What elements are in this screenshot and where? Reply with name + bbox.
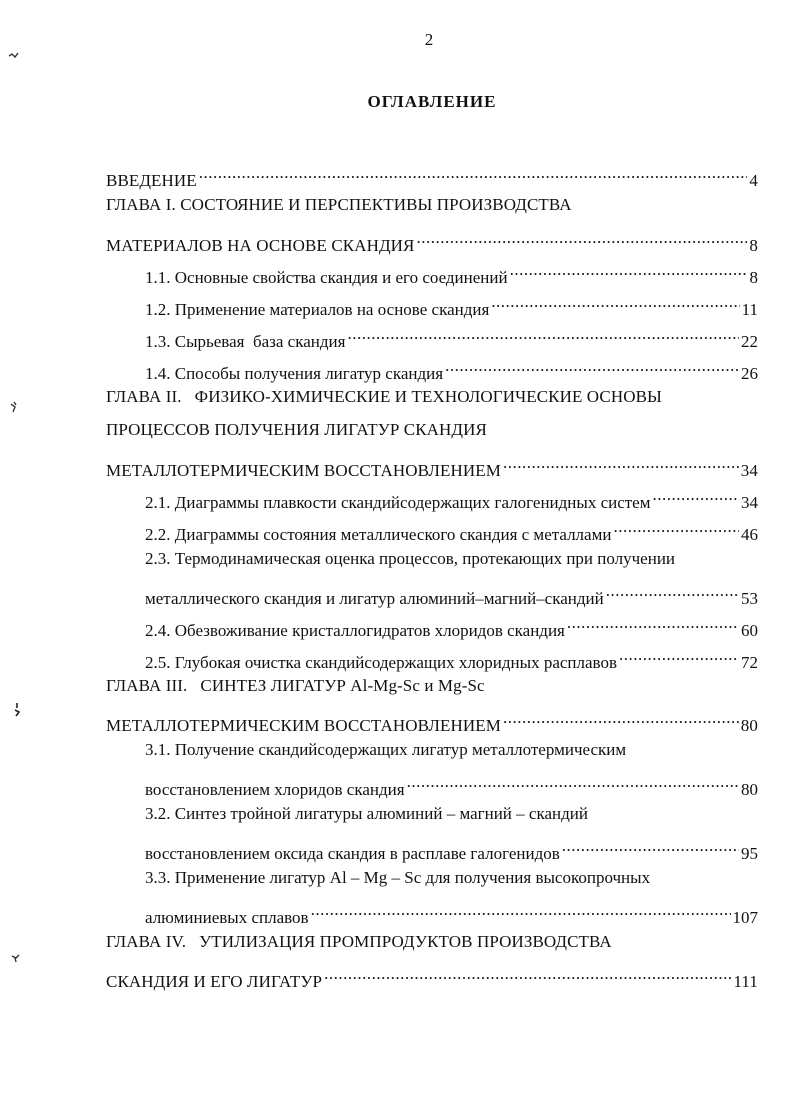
- toc-section-1-4[interactable]: [145, 353, 758, 383]
- dot-leader: [407, 769, 739, 795]
- toc-entry-text: алюминиевых сплавов: [145, 908, 309, 927]
- dot-leader: [445, 353, 739, 379]
- toc-section-2-3[interactable]: [145, 578, 758, 608]
- dot-leader: [416, 225, 747, 251]
- dot-leader: [324, 961, 731, 987]
- toc-section-3-2[interactable]: [145, 833, 758, 863]
- toc-page-number: 4: [749, 171, 758, 190]
- toc-chapter-1-title[interactable]: ГЛАВА I. СОСТОЯНИЕ И ПЕРСПЕКТИВЫ ПРОИЗВОДСТВА: [106, 195, 572, 214]
- toc-entry-text: МАТЕРИАЛОВ НА ОСНОВЕ СКАНДИЯ: [106, 236, 415, 255]
- toc-entry-text: 1.3. Сырьевая база скандия: [145, 332, 346, 351]
- toc-section-2-5[interactable]: [145, 642, 758, 672]
- toc-section-3-2-line-1[interactable]: 3.2. Синтез тройной лигатуры алюминий – магний – скандий: [145, 804, 588, 823]
- toc-page-number: 8: [749, 236, 758, 255]
- toc-entry-text: ВВЕДЕНИЕ: [106, 171, 197, 190]
- toc-section-2-4[interactable]: [145, 610, 758, 640]
- toc-page-number: 34: [741, 493, 758, 512]
- toc-page-number: 34: [740, 461, 758, 480]
- toc-page-number: 80: [741, 780, 758, 799]
- scan-speck-icon: [10, 952, 22, 964]
- toc-page-number: 72: [741, 653, 758, 672]
- toc-chapter-4-title[interactable]: ГЛАВА IV. УТИЛИЗАЦИЯ ПРОМПРОДУКТОВ ПРОИЗВОДСТВА: [106, 932, 612, 951]
- toc-chapter-3[interactable]: [106, 705, 758, 735]
- dot-leader: [619, 642, 739, 668]
- toc-page-number: 46: [741, 525, 758, 544]
- dot-leader: [652, 482, 739, 508]
- scan-speck-icon: [8, 400, 20, 414]
- toc-page-number: 26: [741, 364, 758, 383]
- dot-leader: [510, 257, 748, 283]
- toc-page-number: 11: [741, 300, 758, 319]
- toc-entry-text: СКАНДИЯ И ЕГО ЛИГАТУР: [106, 972, 323, 991]
- toc-entry-text: 2.4. Обезвоживание кристаллогидратов хлоридов скандия: [145, 621, 565, 640]
- toc-entry-text: МЕТАЛЛОТЕРМИЧЕСКИМ ВОССТАНОВЛЕНИЕМ: [106, 716, 501, 735]
- toc-section-3-3[interactable]: [145, 897, 758, 927]
- dot-leader: [562, 833, 739, 859]
- toc-entry-text: восстановлением оксида скандия в расплаве галогенидов: [145, 844, 560, 863]
- toc-chapter-1[interactable]: [106, 225, 758, 255]
- toc-page-number: 8: [749, 268, 758, 287]
- toc-page-number: 111: [733, 972, 758, 991]
- toc-section-1-1[interactable]: [145, 257, 758, 287]
- toc-chapter-4[interactable]: [106, 961, 758, 991]
- toc-title: ОГЛАВЛЕНИЕ: [367, 92, 497, 111]
- dot-leader: [347, 321, 739, 347]
- toc-chapter-2[interactable]: [106, 450, 758, 480]
- toc-entry-text: 1.2. Применение материалов на основе скандия: [145, 300, 490, 319]
- dot-leader: [491, 289, 739, 315]
- toc-page-number: 22: [741, 332, 758, 351]
- toc-section-1-2[interactable]: [145, 289, 758, 319]
- toc-section-3-1[interactable]: [145, 769, 758, 799]
- toc-entry-text: 2.2. Диаграммы состояния металлического скандия с металлами: [145, 525, 612, 544]
- toc-section-2-2[interactable]: [145, 514, 758, 544]
- dot-leader: [311, 897, 731, 923]
- toc-chapter-2-title-line-1[interactable]: ГЛАВА II. ФИЗИКО-ХИМИЧЕСКИЕ И ТЕХНОЛОГИЧЕСКИЕ ОСНОВЫ: [106, 387, 662, 406]
- toc-section-2-1[interactable]: [145, 482, 758, 512]
- toc-section-1-3[interactable]: [145, 321, 758, 351]
- toc-section-3-1-line-1[interactable]: 3.1. Получение скандийсодержащих лигатур металлотермическим: [145, 740, 627, 759]
- scan-speck-icon: [12, 702, 22, 718]
- toc-page-number: 60: [741, 621, 758, 640]
- toc-page-number: 53: [741, 589, 758, 608]
- toc-entry-text: металлического скандия и лигатур алюминий–магний–скандий: [145, 589, 604, 608]
- toc-section-2-3-line-1[interactable]: 2.3. Термодинамическая оценка процессов, протекающих при получении: [145, 549, 676, 568]
- toc-entry-text: восстановлением хлоридов скандия: [145, 780, 405, 799]
- toc-entry-text: 1.4. Способы получения лигатур скандия: [145, 364, 444, 383]
- toc-chapter-3-title[interactable]: ГЛАВА III. СИНТЕЗ ЛИГАТУР Al-Mg-Sc и Mg-Sc: [106, 676, 485, 695]
- dot-leader: [199, 160, 748, 186]
- dot-leader: [503, 450, 739, 476]
- toc-page-number: 107: [732, 908, 758, 927]
- scan-speck-icon: [8, 50, 20, 60]
- dot-leader: [503, 705, 739, 731]
- toc-entry-introduction[interactable]: [106, 160, 758, 190]
- toc-section-3-3-line-1[interactable]: 3.3. Применение лигатур Al – Mg – Sc для получения высокопрочных: [145, 868, 651, 887]
- toc-entry-text: МЕТАЛЛОТЕРМИЧЕСКИМ ВОССТАНОВЛЕНИЕМ: [106, 461, 501, 480]
- toc-entry-text: 1.1. Основные свойства скандия и его соединений: [145, 268, 508, 287]
- toc-page-number: 80: [740, 716, 758, 735]
- dot-leader: [606, 578, 739, 604]
- page-number: 2: [424, 30, 434, 49]
- toc-page-number: 95: [741, 844, 758, 863]
- toc-chapter-2-title-line-2[interactable]: ПРОЦЕССОВ ПОЛУЧЕНИЯ ЛИГАТУР СКАНДИЯ: [106, 420, 487, 439]
- dot-leader: [567, 610, 739, 636]
- toc-entry-text: 2.5. Глубокая очистка скандийсодержащих хлоридных расплавов: [145, 653, 617, 672]
- toc-entry-text: 2.1. Диаграммы плавкости скандийсодержащих галогенидных систем: [145, 493, 651, 512]
- dot-leader: [613, 514, 739, 540]
